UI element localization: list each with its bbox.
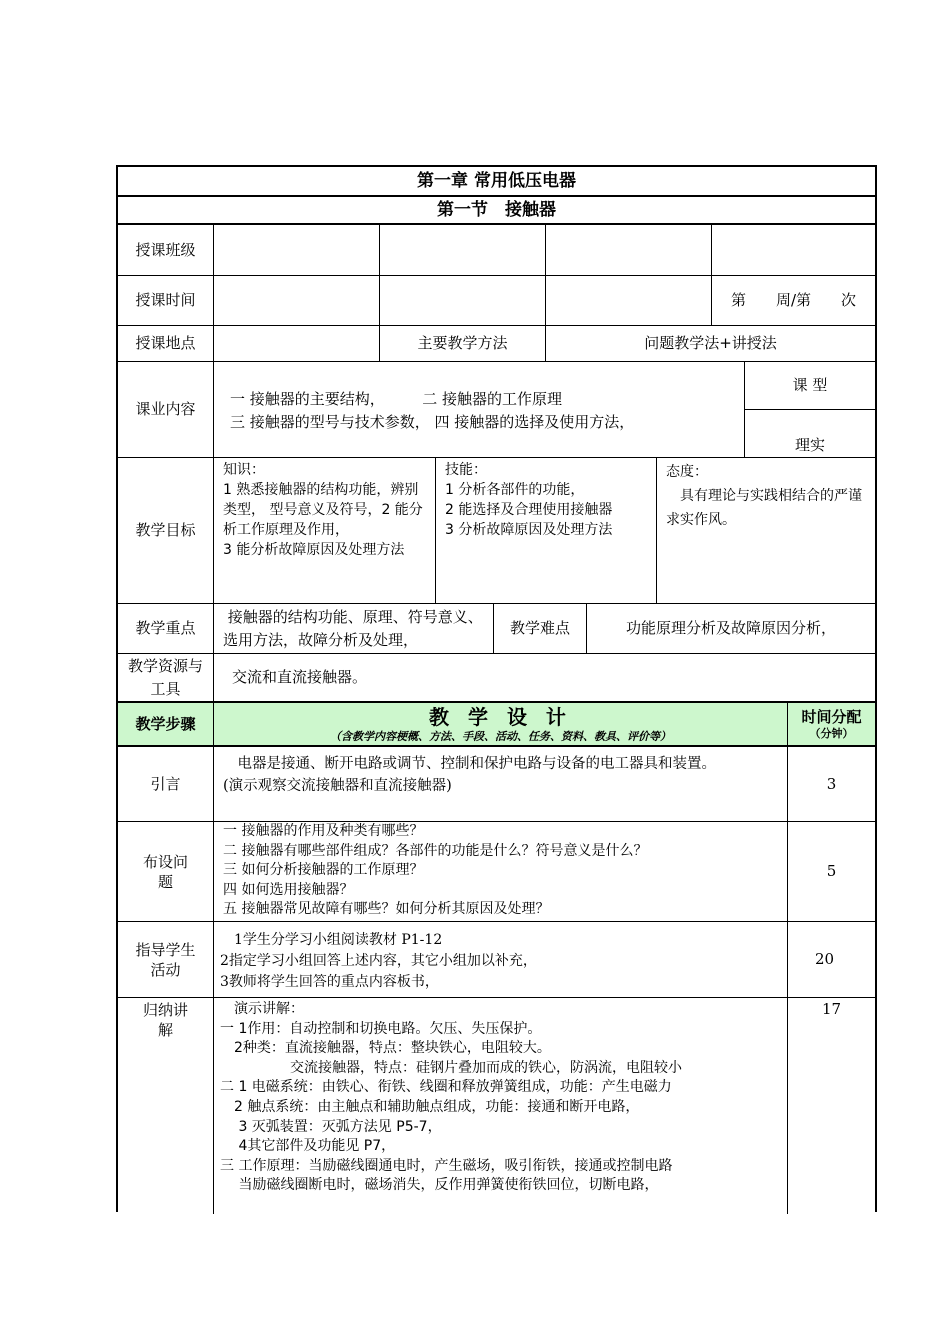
difficulty-label: 教学难点 (493, 603, 586, 653)
lesson-plan-table (116, 165, 877, 1212)
type-label: 课 型 (744, 361, 875, 409)
time-cell-2 (379, 275, 545, 325)
step-content: 1学生分学习小组阅读教材 P1-12 2指定学习小组回答上述内容，其它小组加以补充， 3教师将学生回答的重点内容板书， (213, 921, 787, 997)
step-content: 电器是接通、断开电路或调节、控制和保护电路与设备的电工器具和装置。 (演示观察交流接触器和直流接触器) (213, 745, 787, 821)
section-title: 第一节 接触器 (118, 195, 875, 223)
design-subtitle: （含教学内容梗概、方法、手段、活动、任务、资料、教具、评价等） (330, 730, 671, 743)
place-value (213, 325, 379, 361)
content-line-2: 三 接触器的型号与技术参数， 四 接触器的选择及使用方法， (230, 413, 635, 431)
difficulty-value: 功能原理分析及故障原因分析， (586, 603, 875, 653)
step-minutes: 5 (787, 821, 875, 921)
step-name: 布设问题 (118, 821, 213, 921)
design-header (213, 701, 787, 745)
time-title: 时间分配 (801, 708, 862, 726)
time-label: 授课时间 (118, 275, 213, 325)
class-cell-1 (213, 223, 379, 275)
step-name: 指导学生活动 (118, 921, 213, 997)
steps-header: 教学步骤 (118, 701, 213, 745)
goal-knowledge: 知识： 1 熟悉接触器的结构功能，辨别类型， 型号意义及符号，2 能分析工作原理及作用， 3 能分析故障原因及处理方法 (213, 457, 435, 603)
time-header (787, 701, 875, 745)
step-minutes: 3 (787, 745, 875, 821)
goal-attitude: 态度： 具有理论与实践相结合的严谨求实作风。 (656, 457, 875, 603)
content-line-1: 一 接触器的主要结构， 二 接触器的工作原理 (230, 390, 563, 408)
class-cell-2 (379, 223, 545, 275)
step-name: 引言 (118, 745, 213, 821)
content-label: 课业内容 (118, 361, 213, 457)
class-cell-4 (711, 223, 875, 275)
method-value: 问题教学法+讲授法 (545, 325, 875, 361)
key-label: 教学重点 (118, 603, 213, 653)
goal-label: 教学目标 (118, 457, 213, 603)
step-name: 归纳讲解 (118, 997, 213, 1214)
design-title: 教 学 设 计 (429, 705, 572, 729)
class-label: 授课班级 (118, 223, 213, 275)
key-value: 接触器的结构功能、原理、符号意义、选用方法，故障分析及处理， (213, 603, 493, 653)
content-value (213, 361, 744, 457)
step-minutes: 17 (787, 997, 875, 1214)
resource-value: 交流和直流接触器。 (213, 653, 875, 701)
type-value: 理实 (744, 409, 875, 457)
step-content: 演示讲解： 一 1作用：自动控制和切换电路。欠压、失压保护。 2种类：直流接触器，特点：整块铁心，电阻较大。 交流接触器，特点：硅钢片叠加而成的铁心，防涡流，电阻较小 二 1 电磁系统：由铁心、衔铁、线圈和释放弹簧组成，功能：产生电磁力 2 触点系统：由主触点和辅助触点组成，功能：接通和断开电路， 3 灭弧装置：灭弧方法见 P5-7， 4其它部件及功能见 P7， 三 工作原理：当励磁线圈通电时，产生磁场，吸引衔铁，接通或控制电路 当励磁线圈断电时，磁场消失，反作用弹簧使衔铁回位，切断电路， (213, 997, 787, 1214)
class-cell-3 (545, 223, 711, 275)
chapter-title: 第一章 常用低压电器 (417, 170, 576, 191)
time-cell-3 (545, 275, 711, 325)
method-label: 主要教学方法 (379, 325, 545, 361)
place-label: 授课地点 (118, 325, 213, 361)
week-count: 第 周/第 次 (711, 275, 875, 325)
resource-label: 教学资源与工具 (118, 653, 213, 701)
time-subtitle: （分钟） (809, 727, 854, 740)
goal-skill: 技能： 1 分析各部件的功能， 2 能选择及合理使用接触器 3 分析故障原因及处理方法 (435, 457, 656, 603)
time-cell-1 (213, 275, 379, 325)
step-minutes: 20 (787, 921, 875, 997)
step-content: 一 接触器的作用及种类有哪些？ 二 接触器有哪些部件组成？各部件的功能是什么？符号意义是什么？ 三 如何分析接触器的工作原理？ 四 如何选用接触器？ 五 接触器常见故障有哪些？如何分析其原因及处理？ (213, 821, 787, 921)
